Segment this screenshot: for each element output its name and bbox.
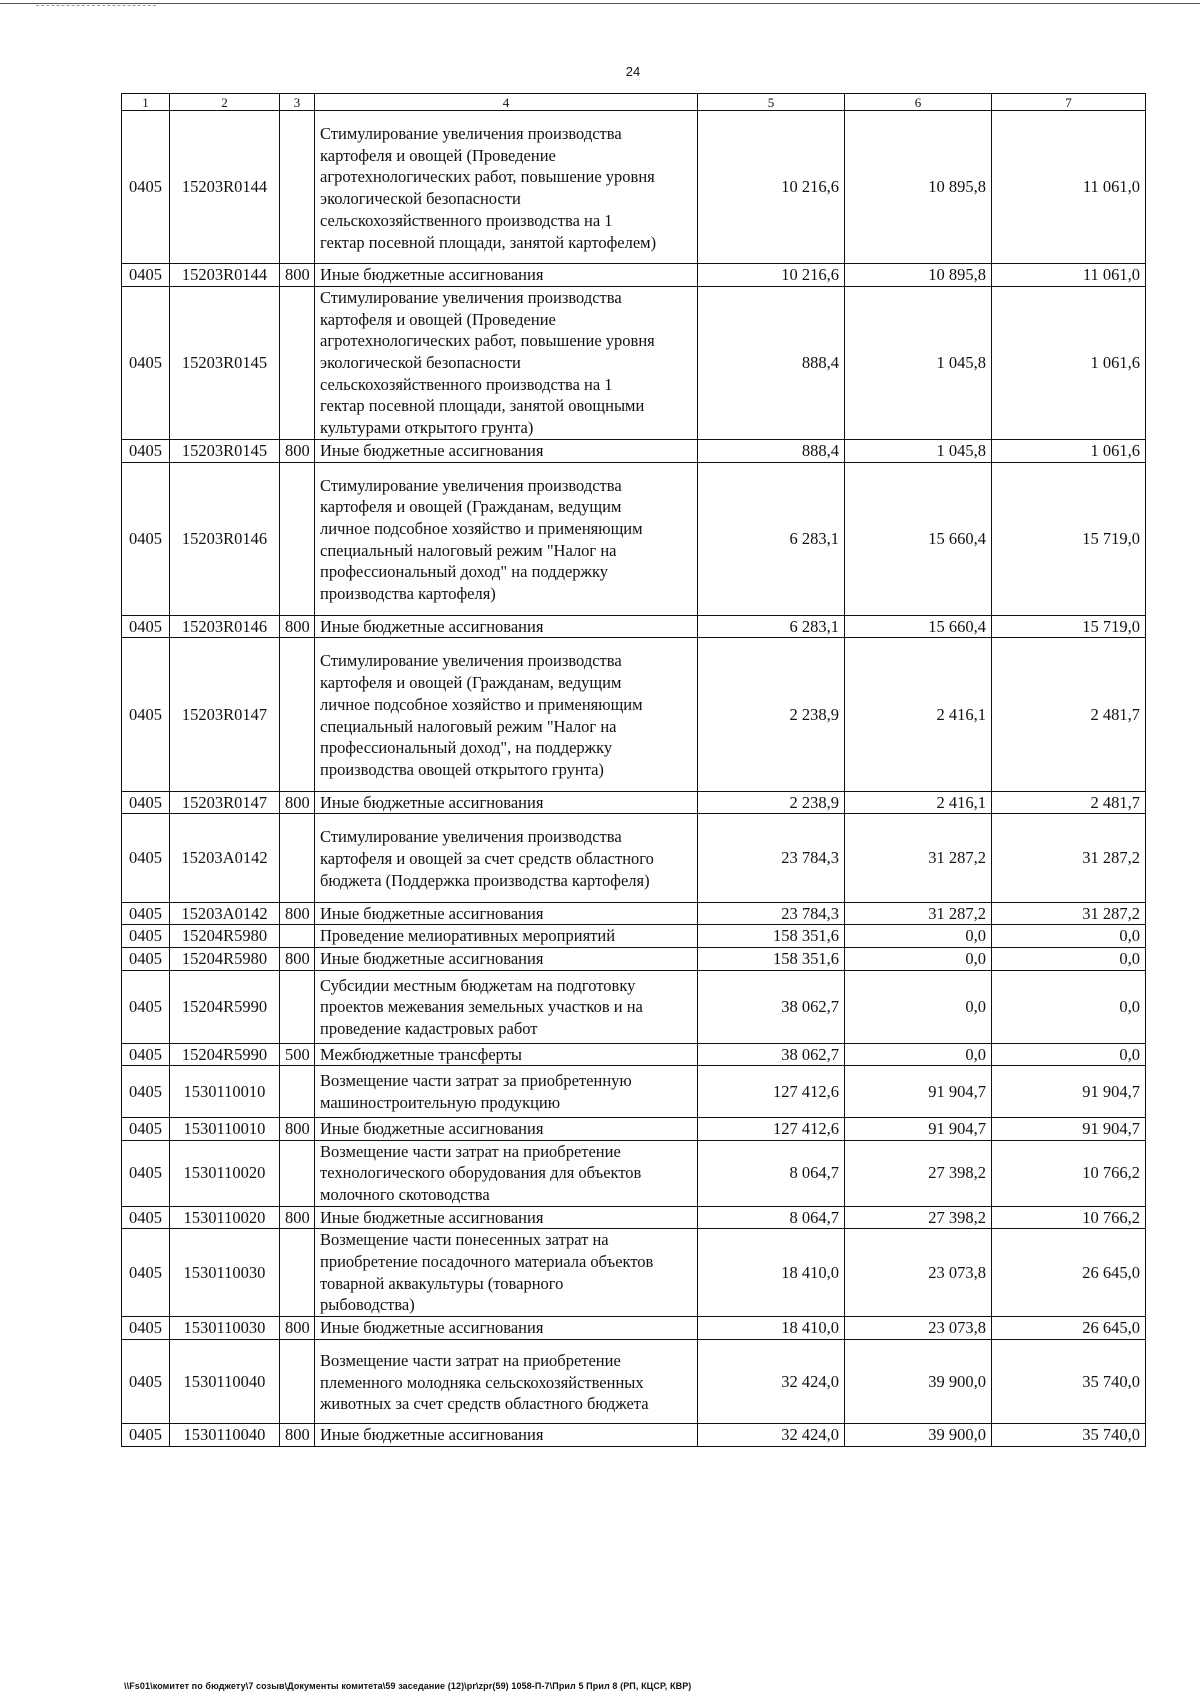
table-row bbox=[122, 1140, 1146, 1206]
table-row bbox=[122, 947, 1146, 970]
amount-col5-cell: 888,4 bbox=[698, 286, 845, 439]
expense-type-cell bbox=[280, 638, 315, 791]
description-cell bbox=[315, 264, 698, 287]
table-row bbox=[122, 286, 1146, 439]
description-line: животных за счет средств областного бюджета bbox=[320, 1394, 649, 1414]
target-article-cell: 1530110040 bbox=[170, 1339, 280, 1423]
section-cell: 0405 bbox=[122, 947, 170, 970]
amount-col5-cell: 6 283,1 bbox=[698, 615, 845, 638]
expense-type-cell: 800 bbox=[280, 439, 315, 462]
amount-col7-cell: 15 719,0 bbox=[992, 615, 1146, 638]
description-line: Иные бюджетные ассигнования bbox=[320, 1424, 544, 1444]
description-line: гектар посевной площади, занятой овощными bbox=[320, 396, 645, 416]
amount-col6-cell: 39 900,0 bbox=[845, 1339, 992, 1423]
description-line: Иные бюджетные ассигнования bbox=[320, 1207, 544, 1227]
column-header: 2 bbox=[170, 94, 280, 111]
amount-col5-cell: 32 424,0 bbox=[698, 1423, 845, 1446]
description-cell bbox=[315, 615, 698, 638]
amount-col5-cell: 8 064,7 bbox=[698, 1140, 845, 1206]
description-cell bbox=[315, 1423, 698, 1446]
description-line: профессиональный доход", на поддержку bbox=[320, 738, 613, 758]
amount-col7-cell: 91 904,7 bbox=[992, 1066, 1146, 1117]
description-line: Проведение мелиоративных мероприятий bbox=[320, 926, 616, 946]
amount-col5-cell: 10 216,6 bbox=[698, 111, 845, 264]
target-article-cell: 15204R5980 bbox=[170, 947, 280, 970]
section-cell: 0405 bbox=[122, 439, 170, 462]
expense-type-cell: 800 bbox=[280, 1423, 315, 1446]
table-row bbox=[122, 462, 1146, 615]
description-line: Иные бюджетные ассигнования bbox=[320, 1318, 544, 1338]
description-line: товарной аквакультуры (товарного bbox=[320, 1273, 564, 1293]
expense-type-cell: 800 bbox=[280, 1317, 315, 1340]
description-line: Стимулирование увеличения производства bbox=[320, 287, 622, 307]
table-row bbox=[122, 1229, 1146, 1317]
description-cell bbox=[315, 1043, 698, 1066]
amount-col6-cell: 23 073,8 bbox=[845, 1317, 992, 1340]
amount-col7-cell: 0,0 bbox=[992, 947, 1146, 970]
description-line: Возмещение части понесенных затрат на bbox=[320, 1230, 609, 1250]
description-cell bbox=[315, 1339, 698, 1423]
section-cell: 0405 bbox=[122, 1423, 170, 1446]
description-cell bbox=[315, 791, 698, 814]
table-row bbox=[122, 1206, 1146, 1229]
description-line: проведение кадастровых работ bbox=[320, 1019, 538, 1039]
section-cell: 0405 bbox=[122, 1339, 170, 1423]
description-cell bbox=[315, 814, 698, 902]
column-header: 4 bbox=[315, 94, 698, 111]
description-cell bbox=[315, 1206, 698, 1229]
description-line: Иные бюджетные ассигнования bbox=[320, 1118, 544, 1138]
amount-col5-cell: 38 062,7 bbox=[698, 970, 845, 1043]
description-line: рыбоводства) bbox=[320, 1295, 415, 1315]
column-header: 1 bbox=[122, 94, 170, 111]
description-line: проектов межевания земельных участков и на bbox=[320, 997, 643, 1017]
section-cell: 0405 bbox=[122, 1117, 170, 1140]
target-article-cell: 1530110010 bbox=[170, 1117, 280, 1140]
amount-col6-cell: 1 045,8 bbox=[845, 286, 992, 439]
description-line: Иные бюджетные ассигнования bbox=[320, 265, 544, 285]
top-scan-mark bbox=[36, 5, 156, 6]
description-line: бюджета (Поддержка производства картофеля) bbox=[320, 870, 650, 890]
amount-col6-cell: 27 398,2 bbox=[845, 1206, 992, 1229]
amount-col7-cell: 11 061,0 bbox=[992, 111, 1146, 264]
description-line: личное подсобное хозяйство и применяющим bbox=[320, 518, 643, 538]
description-line: Возмещение части затрат за приобретенную bbox=[320, 1071, 632, 1091]
amount-col6-cell: 91 904,7 bbox=[845, 1117, 992, 1140]
section-cell: 0405 bbox=[122, 462, 170, 615]
description-line: картофеля и овощей (Гражданам, ведущим bbox=[320, 673, 622, 693]
description-line: Иные бюджетные ассигнования bbox=[320, 903, 544, 923]
column-header: 5 bbox=[698, 94, 845, 111]
amount-col7-cell: 0,0 bbox=[992, 925, 1146, 948]
amount-col6-cell: 23 073,8 bbox=[845, 1229, 992, 1317]
section-cell: 0405 bbox=[122, 615, 170, 638]
expense-type-cell: 800 bbox=[280, 264, 315, 287]
description-cell bbox=[315, 1066, 698, 1117]
description-line: машиностроительную продукцию bbox=[320, 1093, 561, 1113]
target-article-cell: 15204R5980 bbox=[170, 925, 280, 948]
amount-col6-cell: 31 287,2 bbox=[845, 814, 992, 902]
description-line: Стимулирование увеличения производства bbox=[320, 475, 622, 495]
amount-col7-cell: 31 287,2 bbox=[992, 902, 1146, 925]
table-row bbox=[122, 111, 1146, 264]
target-article-cell: 15203A0142 bbox=[170, 902, 280, 925]
target-article-cell: 15203A0142 bbox=[170, 814, 280, 902]
amount-col5-cell: 32 424,0 bbox=[698, 1339, 845, 1423]
expense-type-cell: 500 bbox=[280, 1043, 315, 1066]
table-row bbox=[122, 1317, 1146, 1340]
column-header: 6 bbox=[845, 94, 992, 111]
column-header: 7 bbox=[992, 94, 1146, 111]
target-article-cell: 15203R0146 bbox=[170, 615, 280, 638]
table-row bbox=[122, 638, 1146, 791]
amount-col5-cell: 127 412,6 bbox=[698, 1066, 845, 1117]
amount-col5-cell: 158 351,6 bbox=[698, 925, 845, 948]
amount-col5-cell: 2 238,9 bbox=[698, 791, 845, 814]
amount-col7-cell: 26 645,0 bbox=[992, 1229, 1146, 1317]
description-line: Иные бюджетные ассигнования bbox=[320, 616, 544, 636]
amount-col6-cell: 0,0 bbox=[845, 947, 992, 970]
description-cell bbox=[315, 439, 698, 462]
description-cell bbox=[315, 1140, 698, 1206]
amount-col5-cell: 38 062,7 bbox=[698, 1043, 845, 1066]
amount-col7-cell: 1 061,6 bbox=[992, 439, 1146, 462]
table-row bbox=[122, 925, 1146, 948]
table-row bbox=[122, 970, 1146, 1043]
target-article-cell: 15203R0144 bbox=[170, 264, 280, 287]
section-cell: 0405 bbox=[122, 1229, 170, 1317]
amount-col7-cell: 31 287,2 bbox=[992, 814, 1146, 902]
amount-col5-cell: 23 784,3 bbox=[698, 902, 845, 925]
section-cell: 0405 bbox=[122, 286, 170, 439]
description-cell bbox=[315, 947, 698, 970]
description-cell bbox=[315, 111, 698, 264]
expense-type-cell: 800 bbox=[280, 791, 315, 814]
description-line: гектар посевной площади, занятой картофелем) bbox=[320, 232, 657, 252]
description-line: экологической безопасности bbox=[320, 353, 521, 373]
expense-type-cell: 800 bbox=[280, 902, 315, 925]
target-article-cell: 15203R0147 bbox=[170, 791, 280, 814]
section-cell: 0405 bbox=[122, 925, 170, 948]
amount-col7-cell: 2 481,7 bbox=[992, 791, 1146, 814]
amount-col7-cell: 10 766,2 bbox=[992, 1140, 1146, 1206]
description-cell bbox=[315, 902, 698, 925]
description-line: Субсидии местным бюджетам на подготовку bbox=[320, 975, 636, 995]
description-line: картофеля и овощей (Проведение bbox=[320, 309, 556, 329]
amount-col6-cell: 0,0 bbox=[845, 925, 992, 948]
description-cell bbox=[315, 1317, 698, 1340]
description-line: Возмещение части затрат на приобретение bbox=[320, 1350, 621, 1370]
description-line: Возмещение части затрат на приобретение bbox=[320, 1141, 621, 1161]
description-cell bbox=[315, 1229, 698, 1317]
amount-col6-cell: 91 904,7 bbox=[845, 1066, 992, 1117]
amount-col5-cell: 10 216,6 bbox=[698, 264, 845, 287]
amount-col6-cell: 15 660,4 bbox=[845, 462, 992, 615]
description-cell bbox=[315, 1117, 698, 1140]
section-cell: 0405 bbox=[122, 1066, 170, 1117]
description-line: производства картофеля) bbox=[320, 584, 496, 604]
description-line: племенного молодняка сельскохозяйственных bbox=[320, 1372, 644, 1392]
amount-col6-cell: 31 287,2 bbox=[845, 902, 992, 925]
table-row bbox=[122, 1339, 1146, 1423]
description-cell bbox=[315, 286, 698, 439]
description-line: экологической безопасности bbox=[320, 189, 521, 209]
expense-type-cell bbox=[280, 1140, 315, 1206]
amount-col6-cell: 0,0 bbox=[845, 1043, 992, 1066]
description-cell bbox=[315, 925, 698, 948]
description-line: личное подсобное хозяйство и применяющим bbox=[320, 694, 643, 714]
table-row bbox=[122, 1043, 1146, 1066]
section-cell: 0405 bbox=[122, 814, 170, 902]
description-line: агротехнологических работ, повышение уровня bbox=[320, 331, 655, 351]
target-article-cell: 15203R0145 bbox=[170, 439, 280, 462]
expense-type-cell bbox=[280, 814, 315, 902]
description-line: Межбюджетные трансферты bbox=[320, 1044, 523, 1064]
expense-type-cell bbox=[280, 1339, 315, 1423]
target-article-cell: 1530110010 bbox=[170, 1066, 280, 1117]
column-header: 3 bbox=[280, 94, 315, 111]
amount-col5-cell: 127 412,6 bbox=[698, 1117, 845, 1140]
amount-col6-cell: 2 416,1 bbox=[845, 791, 992, 814]
description-line: картофеля и овощей (Гражданам, ведущим bbox=[320, 497, 622, 517]
amount-col7-cell: 26 645,0 bbox=[992, 1317, 1146, 1340]
table-row bbox=[122, 264, 1146, 287]
expense-type-cell: 800 bbox=[280, 1117, 315, 1140]
description-cell bbox=[315, 970, 698, 1043]
section-cell: 0405 bbox=[122, 970, 170, 1043]
section-cell: 0405 bbox=[122, 1317, 170, 1340]
description-line: сельскохозяйственного производства на 1 bbox=[320, 210, 613, 230]
expense-type-cell: 800 bbox=[280, 615, 315, 638]
amount-col6-cell: 1 045,8 bbox=[845, 439, 992, 462]
section-cell: 0405 bbox=[122, 1043, 170, 1066]
section-cell: 0405 bbox=[122, 1206, 170, 1229]
table-row bbox=[122, 439, 1146, 462]
target-article-cell: 15203R0147 bbox=[170, 638, 280, 791]
target-article-cell: 15204R5990 bbox=[170, 970, 280, 1043]
expense-type-cell: 800 bbox=[280, 1206, 315, 1229]
expense-type-cell bbox=[280, 1229, 315, 1317]
description-line: картофеля и овощей за счет средств областного bbox=[320, 849, 654, 869]
description-line: Стимулирование увеличения производства bbox=[320, 651, 622, 671]
description-line: производства овощей открытого грунта) bbox=[320, 759, 604, 779]
description-line: молочного скотоводства bbox=[320, 1184, 490, 1204]
target-article-cell: 15203R0145 bbox=[170, 286, 280, 439]
table-row bbox=[122, 902, 1146, 925]
section-cell: 0405 bbox=[122, 264, 170, 287]
description-line: приобретение посадочного материала объектов bbox=[320, 1252, 654, 1272]
amount-col5-cell: 888,4 bbox=[698, 439, 845, 462]
budget-table bbox=[121, 93, 1146, 1447]
top-scan-edge bbox=[0, 3, 1200, 4]
page-number: 24 bbox=[625, 64, 641, 79]
amount-col5-cell: 2 238,9 bbox=[698, 638, 845, 791]
description-line: специальный налоговый режим "Налог на bbox=[320, 716, 617, 736]
description-line: Иные бюджетные ассигнования bbox=[320, 792, 544, 812]
table-row bbox=[122, 615, 1146, 638]
section-cell: 0405 bbox=[122, 111, 170, 264]
amount-col7-cell: 15 719,0 bbox=[992, 462, 1146, 615]
description-line: культурами открытого грунта) bbox=[320, 418, 534, 438]
amount-col7-cell: 35 740,0 bbox=[992, 1339, 1146, 1423]
amount-col7-cell: 10 766,2 bbox=[992, 1206, 1146, 1229]
description-line: сельскохозяйственного производства на 1 bbox=[320, 374, 613, 394]
amount-col6-cell: 10 895,8 bbox=[845, 264, 992, 287]
section-cell: 0405 bbox=[122, 791, 170, 814]
amount-col7-cell: 11 061,0 bbox=[992, 264, 1146, 287]
table-body bbox=[122, 111, 1146, 1447]
table-row bbox=[122, 1423, 1146, 1446]
target-article-cell: 1530110030 bbox=[170, 1229, 280, 1317]
amount-col5-cell: 8 064,7 bbox=[698, 1206, 845, 1229]
target-article-cell: 15204R5990 bbox=[170, 1043, 280, 1066]
target-article-cell: 1530110020 bbox=[170, 1206, 280, 1229]
file-path-footer: \\Fs01\комитет по бюджету\7 созыв\Документы комитета\59 заседание (12)\pr\zpr(59) 1058-П-7\Прил 5 Прил 8 (РП, КЦСР, КВР) bbox=[124, 1681, 692, 1691]
amount-col5-cell: 18 410,0 bbox=[698, 1317, 845, 1340]
amount-col7-cell: 35 740,0 bbox=[992, 1423, 1146, 1446]
table-row bbox=[122, 1117, 1146, 1140]
expense-type-cell bbox=[280, 111, 315, 264]
section-cell: 0405 bbox=[122, 902, 170, 925]
amount-col7-cell: 2 481,7 bbox=[992, 638, 1146, 791]
table-row bbox=[122, 814, 1146, 902]
amount-col6-cell: 15 660,4 bbox=[845, 615, 992, 638]
amount-col6-cell: 39 900,0 bbox=[845, 1423, 992, 1446]
target-article-cell: 1530110020 bbox=[170, 1140, 280, 1206]
amount-col6-cell: 0,0 bbox=[845, 970, 992, 1043]
amount-col7-cell: 1 061,6 bbox=[992, 286, 1146, 439]
description-line: картофеля и овощей (Проведение bbox=[320, 145, 556, 165]
expense-type-cell bbox=[280, 286, 315, 439]
amount-col6-cell: 2 416,1 bbox=[845, 638, 992, 791]
target-article-cell: 15203R0144 bbox=[170, 111, 280, 264]
description-line: агротехнологических работ, повышение уровня bbox=[320, 167, 655, 187]
amount-col7-cell: 0,0 bbox=[992, 1043, 1146, 1066]
expense-type-cell bbox=[280, 462, 315, 615]
amount-col5-cell: 6 283,1 bbox=[698, 462, 845, 615]
description-line: профессиональный доход" на поддержку bbox=[320, 562, 608, 582]
description-cell bbox=[315, 462, 698, 615]
amount-col6-cell: 27 398,2 bbox=[845, 1140, 992, 1206]
table-row bbox=[122, 1066, 1146, 1117]
section-cell: 0405 bbox=[122, 638, 170, 791]
expense-type-cell bbox=[280, 925, 315, 948]
target-article-cell: 15203R0146 bbox=[170, 462, 280, 615]
expense-type-cell bbox=[280, 1066, 315, 1117]
target-article-cell: 1530110040 bbox=[170, 1423, 280, 1446]
amount-col5-cell: 23 784,3 bbox=[698, 814, 845, 902]
description-line: технологического оборудования для объектов bbox=[320, 1163, 642, 1183]
amount-col6-cell: 10 895,8 bbox=[845, 111, 992, 264]
target-article-cell: 1530110030 bbox=[170, 1317, 280, 1340]
description-line: Иные бюджетные ассигнования bbox=[320, 948, 544, 968]
description-line: Стимулирование увеличения производства bbox=[320, 827, 622, 847]
description-line: Стимулирование увеличения производства bbox=[320, 124, 622, 143]
amount-col5-cell: 158 351,6 bbox=[698, 947, 845, 970]
expense-type-cell bbox=[280, 970, 315, 1043]
column-number-row bbox=[122, 94, 1146, 111]
amount-col5-cell: 18 410,0 bbox=[698, 1229, 845, 1317]
amount-col7-cell: 0,0 bbox=[992, 970, 1146, 1043]
section-cell: 0405 bbox=[122, 1140, 170, 1206]
expense-type-cell: 800 bbox=[280, 947, 315, 970]
description-cell bbox=[315, 638, 698, 791]
description-line: Иные бюджетные ассигнования bbox=[320, 440, 544, 460]
table-row bbox=[122, 791, 1146, 814]
description-line: специальный налоговый режим "Налог на bbox=[320, 540, 617, 560]
amount-col7-cell: 91 904,7 bbox=[992, 1117, 1146, 1140]
